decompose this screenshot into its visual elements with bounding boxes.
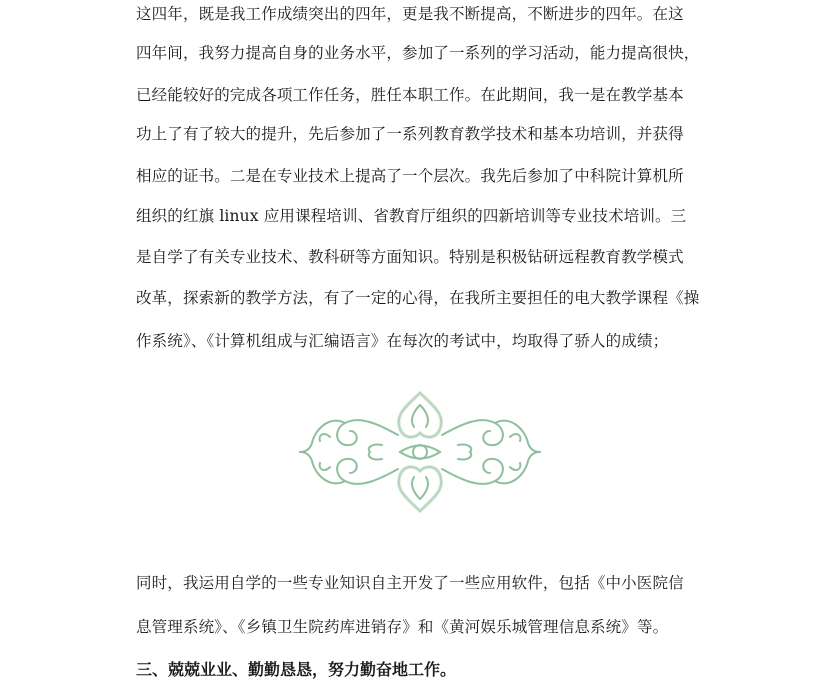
text-line: 改革，探索新的教学方法，有了一定的心得，在我所主要担任的电大教学课程《操 <box>136 289 700 307</box>
text-line: 功上了有了较大的提升，先后参加了一系列教育教学技术和基本功培训，并获得 <box>136 125 684 143</box>
text-line: 已经能较好的完成各项工作任务，胜任本职工作。在此期间，我一是在教学基本 <box>136 86 684 104</box>
text-line: 同时，我运用自学的一些专业知识自主开发了一些应用软件，包括《中小医院信 <box>136 574 684 592</box>
text-line: 四年间，我努力提高自身的业务水平，参加了一系列的学习活动，能力提高很快， <box>136 44 700 62</box>
decorative-divider-ornament <box>0 385 840 520</box>
text-line: 这四年，既是我工作成绩突出的四年，更是我不断提高，不断进步的四年。在这 <box>136 5 684 23</box>
text-line: 是自学了有关专业技术、教科研等方面知识。特别是积极钻研远程教育教学模式 <box>136 248 684 266</box>
text-line: 相应的证书。二是在专业技术上提高了一个层次。我先后参加了中科院计算机所 <box>136 167 684 185</box>
text-line: 组织的红旗 linux 应用课程培训、省教育厅组织的四新培训等专业技术培训。三 <box>136 207 687 225</box>
text-line: 作系统》、《计算机组成与汇编语言》在每次的考试中，均取得了骄人的成绩； <box>136 332 669 350</box>
text-line: 息管理系统》、《乡镇卫生院药库进销存》和《黄河娱乐城管理信息系统》等。 <box>136 618 669 636</box>
section-heading: 三、兢兢业业、勤勤恳恳，努力勤奋地工作。 <box>136 660 457 679</box>
